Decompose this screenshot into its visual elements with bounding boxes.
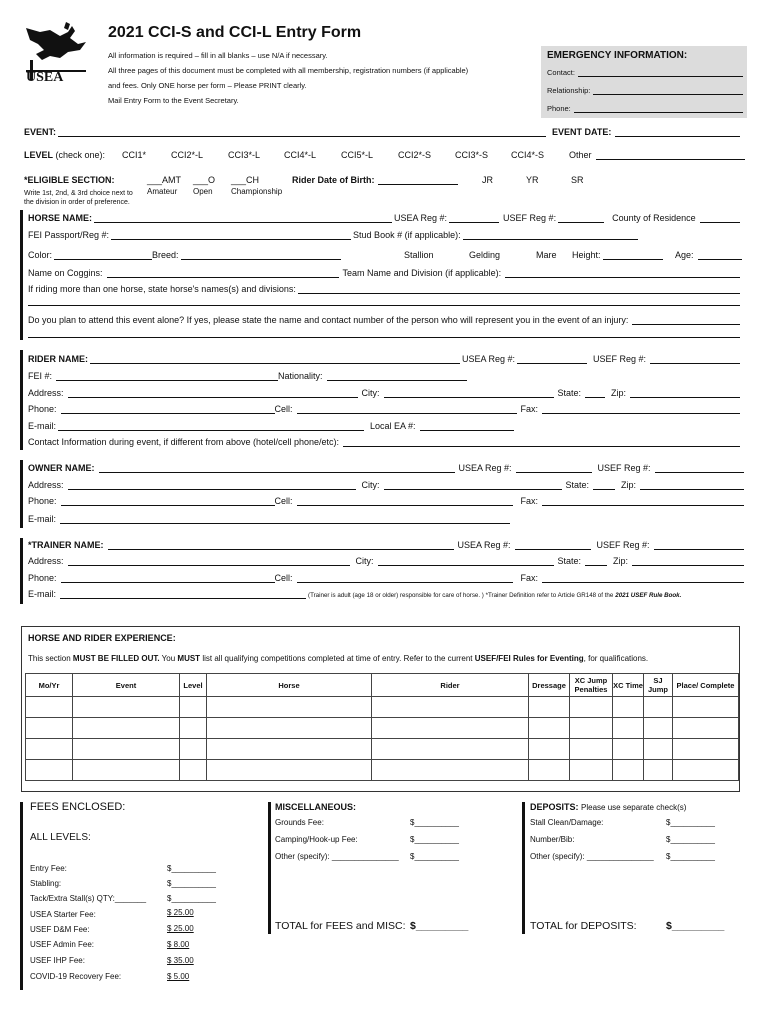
table-header-row	[26, 674, 739, 697]
intro-text	[108, 48, 468, 108]
trainer-zip-label: Zip:	[613, 556, 629, 566]
trainer-section-bar	[20, 538, 23, 604]
rider-name-label: RIDER NAME:	[28, 354, 88, 364]
nationality-field[interactable]	[327, 371, 467, 381]
owner-usea-label: USEA Reg #:	[458, 463, 512, 473]
section-amt[interactable]: ___AMT	[147, 175, 182, 185]
alone-row	[28, 315, 740, 325]
rider-address-row	[28, 388, 740, 398]
rider-cell-label: Cell:	[274, 404, 293, 414]
rider-email-row	[28, 421, 514, 431]
fee-label: COVID-19 Recovery Fee:	[30, 972, 122, 981]
trainer-state-label: State:	[557, 556, 582, 566]
horse-name-field[interactable]	[94, 213, 392, 223]
trainer-address-label: Address:	[28, 556, 64, 566]
rider-fei-row	[28, 371, 467, 381]
owner-email-row	[28, 514, 510, 524]
rider-address-field[interactable]	[68, 388, 358, 398]
rider-name-field[interactable]	[90, 354, 460, 364]
misc-amount[interactable]: $__________	[410, 835, 459, 844]
trainer-city-field[interactable]	[378, 556, 554, 566]
horse-section-bar	[20, 210, 23, 340]
rider-fei-field[interactable]	[56, 371, 278, 381]
contact-info-field[interactable]	[343, 437, 740, 447]
owner-cell-field[interactable]	[297, 496, 513, 506]
rider-fei-label: FEI #:	[28, 371, 53, 381]
trainer-phone-label: Phone:	[28, 573, 57, 583]
alone-field[interactable]	[632, 315, 740, 325]
table-row	[26, 760, 739, 781]
rider-state-label: State:	[557, 388, 582, 398]
owner-name-label: OWNER NAME:	[28, 463, 95, 473]
age-group-sr[interactable]: SR	[571, 175, 584, 185]
misc-label: Other (specify): _______________	[275, 852, 399, 861]
emergency-contact-field[interactable]	[578, 68, 743, 77]
level-option[interactable]: CCI5*-L	[341, 150, 374, 160]
deposits-title: DEPOSITS:	[530, 802, 579, 812]
coggins-row	[28, 268, 740, 278]
trainer-usea-field[interactable]	[515, 540, 591, 550]
misc-total-value[interactable]: $_________	[410, 920, 469, 932]
event-date-field[interactable]	[615, 127, 740, 137]
level-option[interactable]: CCI4*-S	[511, 150, 545, 160]
usea-logo	[20, 22, 92, 92]
fee-label: Tack/Extra Stall(s) QTY:_______	[30, 894, 147, 903]
trainer-rulebook: 2021 USEF Rule Book.	[615, 592, 682, 599]
fei-passport-row	[28, 230, 638, 240]
owner-state-label: State:	[565, 480, 590, 490]
fee-label: USEA Starter Fee:	[30, 910, 96, 919]
owner-cell-label: Cell:	[274, 496, 293, 506]
horse-name-row	[28, 213, 740, 223]
owner-city-field[interactable]	[384, 480, 562, 490]
emergency-info-box	[541, 46, 747, 118]
contact-info-label: Contact Information during event, if different from above (hotel/cell phone/etc):	[28, 437, 340, 447]
trainer-phone-field[interactable]	[61, 573, 275, 583]
rider-state-field[interactable]	[585, 388, 605, 398]
fee-amount: $ 5.00	[167, 972, 190, 981]
horse-name-label: HORSE NAME:	[28, 213, 93, 223]
misc-label: Camping/Hook-up Fee:	[275, 835, 358, 844]
section-name: Amateur	[147, 187, 178, 196]
emergency-title: EMERGENCY INFORMATION:	[547, 50, 688, 61]
owner-fax-label: Fax:	[520, 496, 539, 506]
table-row	[26, 718, 739, 739]
column-header: SJ Jump	[644, 674, 673, 697]
level-option[interactable]: CCI2*-L	[171, 150, 204, 160]
owner-usef-field[interactable]	[655, 463, 744, 473]
column-header: Horse	[207, 674, 372, 697]
trainer-phone-row	[28, 573, 744, 583]
sex-mare[interactable]: Mare	[536, 250, 557, 260]
emergency-phone-row	[547, 104, 743, 113]
rider-usea-label: USEA Reg #:	[462, 354, 516, 364]
horse-usea-label: USEA Reg #:	[394, 213, 448, 223]
rider-section-bar	[20, 350, 23, 450]
fee-label: Stabling:	[30, 879, 62, 888]
level-row	[24, 150, 105, 160]
table-row	[26, 739, 739, 760]
trainer-note: (Trainer is adult (age 18 or older) responsible for care of horse. ) *Trainer Definition refer to Article GR148 of the	[308, 592, 614, 599]
column-header: Event	[73, 674, 180, 697]
fee-label: USEF Admin Fee:	[30, 940, 95, 949]
nationality-label: Nationality:	[278, 371, 323, 381]
multi-horse-row	[28, 284, 740, 294]
horse-usef-label: USEF Reg #:	[503, 213, 557, 223]
column-header: Dressage	[529, 674, 570, 697]
color-row	[28, 250, 341, 260]
section-name: Open	[193, 187, 213, 196]
owner-address-field[interactable]	[68, 480, 356, 490]
level-option[interactable]: CCI3*-S	[455, 150, 489, 160]
sex-gelding[interactable]: Gelding	[469, 250, 501, 260]
intro-line: Mail Entry Form to the Event Secretary.	[108, 96, 239, 105]
logo-text: USEA	[26, 70, 64, 85]
emergency-relationship-row	[547, 86, 743, 95]
rider-phone-field[interactable]	[61, 404, 275, 414]
trainer-usef-label: USEF Reg #:	[596, 540, 650, 550]
level-option[interactable]: CCI3*-L	[228, 150, 261, 160]
column-header: Mo/Yr	[26, 674, 73, 697]
rider-zip-field[interactable]	[630, 388, 740, 398]
rider-cell-field[interactable]	[297, 404, 517, 414]
level-option[interactable]: CCI4*-L	[284, 150, 317, 160]
alone-label: Do you plan to attend this event alone? If yes, please state the name and contact number of the person who will represent you in the event of an injury:	[28, 315, 629, 325]
deposit-amount[interactable]: $__________	[666, 852, 715, 861]
rider-usea-field[interactable]	[517, 354, 587, 364]
rider-city-field[interactable]	[384, 388, 554, 398]
trainer-address-field[interactable]	[68, 556, 350, 566]
dob-field[interactable]	[378, 175, 458, 185]
deposit-amount[interactable]: $__________	[666, 835, 715, 844]
rider-fax-field[interactable]	[542, 404, 740, 414]
fee-amount: $ 25.00	[167, 924, 194, 933]
trainer-email-row	[28, 589, 744, 599]
multi-horse-field-2[interactable]	[28, 305, 740, 306]
trainer-zip-field[interactable]	[632, 556, 744, 566]
event-date-label: EVENT DATE:	[552, 127, 612, 137]
misc-total-label: TOTAL for FEES and MISC:	[275, 920, 406, 932]
stud-book-field[interactable]	[463, 230, 638, 240]
rider-email-label: E-mail:	[28, 421, 57, 431]
owner-state-field[interactable]	[593, 480, 615, 490]
multi-horse-label: If riding more than one horse, state horse's names(s) and divisions:	[28, 284, 296, 294]
fee-label: USEF IHP Fee:	[30, 956, 85, 965]
deposits-section-bar	[522, 802, 525, 934]
trainer-city-label: City:	[355, 556, 374, 566]
owner-phone-field[interactable]	[61, 496, 275, 506]
trainer-name-field[interactable]	[108, 540, 454, 550]
deposits-hint: Please use separate check(s)	[581, 803, 687, 812]
fee-amount[interactable]: $__________	[167, 864, 216, 873]
age-field[interactable]	[698, 250, 742, 260]
table-row	[26, 697, 739, 718]
rider-phone-row	[28, 404, 740, 414]
county-field[interactable]	[700, 213, 740, 223]
rider-email-field[interactable]	[58, 421, 364, 431]
local-ea-label: Local EA #:	[370, 421, 416, 431]
breed-field[interactable]	[181, 250, 341, 260]
fee-amount[interactable]: $__________	[167, 894, 216, 903]
team-label: Team Name and Division (if applicable):	[342, 268, 502, 278]
trainer-usea-label: USEA Reg #:	[457, 540, 511, 550]
owner-zip-label: Zip:	[621, 480, 637, 490]
stud-book-label: Stud Book # (if applicable):	[353, 230, 461, 240]
eligible-label: *ELIGIBLE SECTION:	[24, 175, 115, 185]
column-header: XC Time	[613, 674, 644, 697]
level-option[interactable]: CCI1*	[122, 150, 147, 160]
fees-section-bar	[20, 802, 23, 990]
fei-passport-label: FEI Passport/Reg #:	[28, 230, 110, 240]
misc-label: Grounds Fee:	[275, 818, 324, 827]
form-title: 2021 CCI-S and CCI-L Entry Form	[108, 24, 362, 41]
fees-subtitle: ALL LEVELS:	[30, 832, 91, 843]
owner-section-bar	[20, 460, 23, 528]
deposits-total-label: TOTAL for DEPOSITS:	[530, 920, 637, 932]
experience-title: HORSE AND RIDER EXPERIENCE:	[28, 633, 176, 643]
owner-name-field[interactable]	[99, 463, 455, 473]
local-ea-field[interactable]	[420, 421, 514, 431]
breed-label: Breed:	[152, 250, 179, 260]
trainer-email-label: E-mail:	[28, 589, 57, 599]
owner-phone-label: Phone:	[28, 496, 57, 506]
section-open[interactable]: ___O	[193, 175, 216, 185]
height-label: Height:	[572, 250, 601, 260]
horse-usea-field[interactable]	[449, 213, 499, 223]
age-label: Age:	[675, 250, 694, 260]
fee-amount[interactable]: $__________	[167, 879, 216, 888]
coggins-label: Name on Coggins:	[28, 268, 103, 278]
owner-email-label: E-mail:	[28, 514, 57, 524]
column-header: XC Jump Penalties	[570, 674, 613, 697]
sex-stallion[interactable]: Stallion	[404, 250, 434, 260]
deposit-label: Stall Clean/Damage:	[530, 818, 604, 827]
owner-usef-label: USEF Reg #:	[597, 463, 651, 473]
rider-usef-field[interactable]	[650, 354, 740, 364]
owner-phone-row	[28, 496, 744, 506]
horse-usef-field[interactable]	[558, 213, 604, 223]
trainer-address-row	[28, 556, 744, 566]
column-header: Rider	[372, 674, 529, 697]
trainer-cell-label: Cell:	[274, 573, 293, 583]
dob-row	[292, 175, 458, 185]
trainer-name-row	[28, 540, 744, 550]
contact-info-row	[28, 437, 740, 447]
fee-amount: $ 25.00	[167, 908, 194, 917]
level-label: LEVEL	[24, 150, 54, 160]
rider-address-label: Address:	[28, 388, 64, 398]
rider-fax-label: Fax:	[520, 404, 539, 414]
emergency-contact-row	[547, 68, 743, 77]
height-row	[572, 250, 663, 260]
trainer-cell-field[interactable]	[297, 573, 513, 583]
fee-label: Entry Fee:	[30, 864, 67, 873]
column-header: Place/ Complete	[673, 674, 739, 697]
dob-label: Rider Date of Birth:	[292, 175, 375, 185]
emergency-phone-field[interactable]	[574, 104, 743, 113]
level-option[interactable]: CCI2*-S	[398, 150, 432, 160]
age-row	[675, 250, 742, 260]
fee-amount: $ 35.00	[167, 956, 194, 965]
trainer-state-field[interactable]	[585, 556, 607, 566]
owner-name-row	[28, 463, 744, 473]
event-row	[24, 127, 740, 137]
intro-line: All information is required – fill in all blanks – use N/A if necessary.	[108, 51, 328, 60]
rider-phone-label: Phone:	[28, 404, 57, 414]
eligible-note-line: the division in order of preference.	[24, 199, 130, 206]
eligible-note-line: Write 1st, 2nd, & 3rd choice next to	[24, 190, 133, 197]
rider-usef-label: USEF Reg #:	[593, 354, 647, 364]
emergency-phone-label: Phone:	[547, 104, 571, 113]
deposit-label: Other (specify): _______________	[530, 852, 654, 861]
level-option[interactable]: Other	[569, 150, 592, 160]
level-other	[569, 150, 745, 160]
color-field[interactable]	[54, 250, 152, 260]
misc-section-bar	[268, 802, 271, 934]
fee-label: USEF D&M Fee:	[30, 925, 90, 934]
color-label: Color:	[28, 250, 53, 260]
eligible-note	[24, 189, 133, 207]
column-header: Level	[180, 674, 207, 697]
misc-amount[interactable]: $__________	[410, 818, 459, 827]
multi-horse-field[interactable]	[298, 284, 740, 294]
emergency-contact-label: Contact:	[547, 68, 575, 77]
intro-line: and fees. Only ONE horse per form – Please PRINT clearly.	[108, 81, 307, 90]
rider-name-row	[28, 354, 740, 364]
age-group-yr[interactable]: YR	[526, 175, 539, 185]
intro-line: All three pages of this document must be completed with all membership, registration numbers (if applicable)	[108, 66, 469, 75]
owner-usea-field[interactable]	[516, 463, 592, 473]
event-field[interactable]	[58, 127, 546, 137]
county-label: County of Residence	[612, 213, 696, 223]
section-ch[interactable]: ___CH	[231, 175, 260, 185]
fee-amount: $ 8.00	[167, 940, 190, 949]
team-field[interactable]	[505, 268, 740, 278]
deposits-header	[530, 802, 686, 812]
owner-city-label: City:	[361, 480, 380, 490]
trainer-fax-label: Fax:	[520, 573, 539, 583]
misc-amount[interactable]: $__________	[410, 852, 459, 861]
deposit-label: Number/Bib:	[530, 835, 575, 844]
trainer-email-field[interactable]	[60, 589, 306, 599]
level-other-field[interactable]	[596, 150, 745, 160]
alone-field-2[interactable]	[28, 337, 740, 338]
trainer-name-label: *TRAINER NAME:	[28, 540, 104, 550]
emergency-relationship-label: Relationship:	[547, 86, 591, 95]
level-hint: (check one):	[55, 150, 106, 160]
owner-address-row	[28, 480, 744, 490]
age-group-jr[interactable]: JR	[482, 175, 493, 185]
experience-table	[25, 673, 739, 781]
owner-address-label: Address:	[28, 480, 64, 490]
trainer-usef-field[interactable]	[654, 540, 744, 550]
height-field[interactable]	[603, 250, 663, 260]
owner-zip-field[interactable]	[640, 480, 744, 490]
fei-passport-field[interactable]	[111, 230, 351, 240]
coggins-field[interactable]	[107, 268, 339, 278]
emergency-relationship-field[interactable]	[593, 86, 743, 95]
event-label: EVENT:	[24, 127, 57, 137]
deposits-total-value[interactable]: $_________	[666, 920, 725, 932]
owner-email-field[interactable]	[60, 514, 510, 524]
rider-zip-label: Zip:	[611, 388, 627, 398]
experience-desc: This section MUST BE FILLED OUT. You MUST list all qualifying competitions completed at time of entry. Refer to the current USEF/FEI Rules for Eventing, for qualifications.	[28, 654, 649, 663]
owner-fax-field[interactable]	[542, 496, 744, 506]
section-name: Championship	[231, 187, 283, 196]
fees-title: FEES ENCLOSED:	[30, 801, 126, 813]
trainer-fax-field[interactable]	[542, 573, 744, 583]
deposit-amount[interactable]: $__________	[666, 818, 715, 827]
misc-title: MISCELLANEOUS:	[275, 802, 356, 812]
rider-city-label: City:	[361, 388, 380, 398]
